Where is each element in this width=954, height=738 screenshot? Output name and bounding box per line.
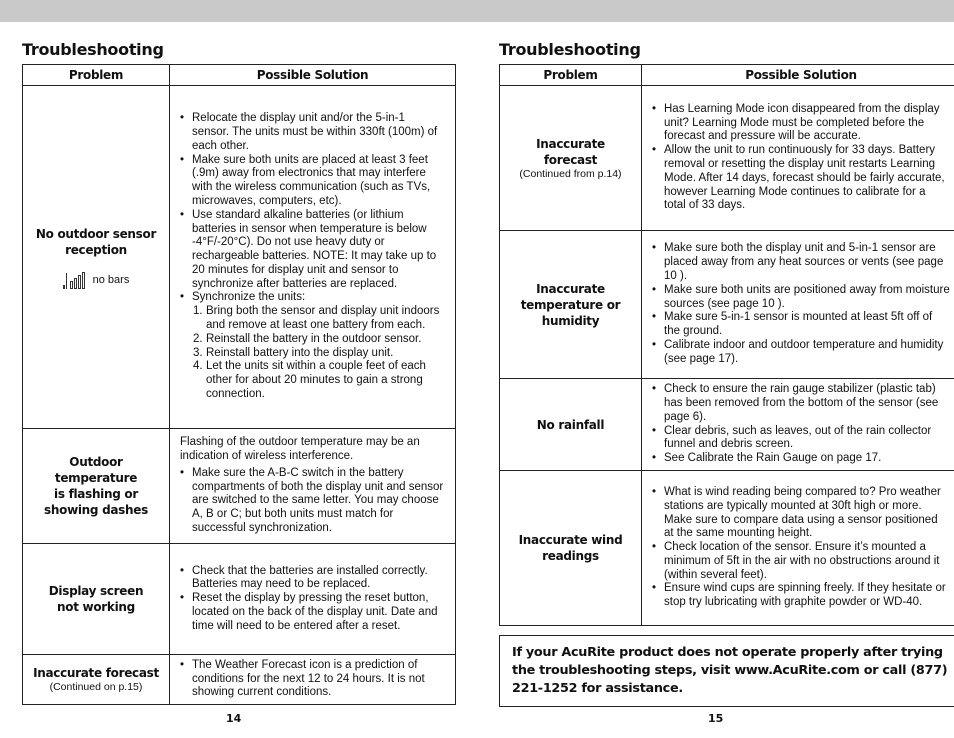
solution-cell <box>642 231 954 379</box>
problem-label-line: Inaccurate wind <box>518 533 623 547</box>
problem-label-line: Outdoor <box>69 455 123 469</box>
list-item: • Make sure the A-B-C switch in the battery compartments of both the display unit and sensor are switched to the same letter. You may choose A, B or C; but both units must match for successful synchronization. <box>180 467 445 536</box>
step-text: Reinstall the battery in the outdoor sensor. <box>206 332 422 345</box>
page-title: Troubleshooting <box>499 40 641 59</box>
page-number: 15 <box>708 712 724 725</box>
step-number: 1. <box>193 305 203 318</box>
problem-label-line: is flashing or <box>54 487 138 501</box>
table-row <box>23 86 456 429</box>
step-item <box>193 360 445 401</box>
solution-cell <box>170 655 456 705</box>
solution-cell <box>642 379 954 471</box>
solution-list <box>652 383 950 466</box>
step-item <box>193 333 445 347</box>
list-item: • Allow the unit to run continuously for 33 days. Battery removal or resetting the display unit restarts Learning Mode. After 14 days, forecast should be fairly accurate, however Learning Mode continues to calibrate for a total of 33 days. <box>652 144 950 213</box>
table-row <box>500 231 954 379</box>
solution-list <box>652 242 950 366</box>
step-number: 3. <box>193 346 203 359</box>
step-text: Reinstall battery into the display unit. <box>206 346 394 359</box>
problem-cell <box>23 86 170 429</box>
problem-label-line: Display screen <box>48 584 144 598</box>
list-item: • Check location of the sensor. Ensure it’s mounted a minimum of 5ft in the air with no obstructions around it (within several feet). <box>652 541 950 582</box>
solution-list <box>652 486 950 610</box>
problem-label-line: temperature <box>54 471 138 485</box>
problem-cell <box>23 429 170 544</box>
problem-label-line: readings <box>542 549 599 563</box>
column-header-solution: Possible Solution <box>642 65 954 86</box>
step-number: 2. <box>193 332 203 345</box>
solution-list <box>180 659 445 700</box>
page-number: 14 <box>226 712 242 725</box>
table-header-row <box>500 65 954 86</box>
step-text: Let the units sit within a couple feet of each other for about 20 minutes to gain a strong connection. <box>206 360 426 401</box>
step-text: Bring both the sensor and display unit indoors and remove at least one battery from each. <box>206 305 440 332</box>
table-row <box>23 429 456 544</box>
continued-note: (Continued on p.15) <box>49 681 143 693</box>
left-page <box>22 40 456 705</box>
step-number: 4. <box>193 360 203 373</box>
solution-cell <box>170 544 456 655</box>
step-item <box>193 347 445 361</box>
table-row <box>500 471 954 626</box>
list-item: • The Weather Forecast icon is a prediction of conditions for the next 12 to 24 hours. It is not showing current conditions. <box>180 659 445 700</box>
solution-cell <box>642 86 954 231</box>
continued-note: (Continued from p.14) <box>519 167 622 180</box>
solution-list <box>180 467 445 536</box>
solution-cell <box>642 471 954 626</box>
solution-intro: Flashing of the outdoor temperature may be an indication of wireless interference. <box>180 436 420 462</box>
list-item: • Has Learning Mode icon disappeared from the display unit? Learning Mode must be completed before the forecast and pressure will be accurate. <box>652 103 950 144</box>
list-item: • Make sure both the display unit and 5-in-1 sensor are placed away from any heat sources or vents (see page 10 ). <box>652 242 950 283</box>
sync-steps-list <box>180 305 445 402</box>
list-item: • Make sure both units are placed at least 3 feet (.9m) away from electronics that may interfere with the wireless communication (such as TVs, microwaves, computers, etc). <box>180 154 445 209</box>
step-item <box>193 305 445 333</box>
list-item: • Relocate the display unit and/or the 5-in-1 sensor. The units must be within 330ft (100m) of each other. <box>180 112 445 153</box>
problem-label-line: not working <box>57 600 135 614</box>
problem-label: Inaccurate forecast <box>33 666 159 680</box>
troubleshooting-table <box>22 64 456 705</box>
solution-cell <box>170 86 456 429</box>
problem-label: No outdoor sensor reception <box>35 226 157 257</box>
list-item: • Make sure both units are positioned away from moisture sources (see page 10 ). <box>652 284 950 312</box>
problem-cell <box>500 471 642 626</box>
list-item: • Reset the display by pressing the reset button, located on the back of the display unit. Date and time will need to be entered after a reset. <box>180 592 445 633</box>
problem-label: Inaccurate forecast <box>536 136 605 167</box>
no-bars-label: no bars <box>92 274 130 286</box>
column-header-solution: Possible Solution <box>170 65 456 86</box>
problem-label: No rainfall <box>536 417 605 432</box>
table-row <box>23 544 456 655</box>
list-item: • Ensure wind cups are spinning freely. If they hesitate or stop try lubricating with graphite powder or WD-40. <box>652 582 950 610</box>
troubleshooting-table <box>499 64 954 626</box>
list-item: • What is wind reading being compared to? Pro weather stations are typically mounted at 30ft high or more. Make sure to compare data using a sensor positioned at the same mounting height. <box>652 486 950 541</box>
problem-label-line: showing dashes <box>44 503 148 517</box>
solution-cell <box>170 429 456 544</box>
table-row <box>500 379 954 471</box>
problem-label-line: humidity <box>541 313 600 328</box>
problem-label-line: Inaccurate <box>536 281 605 296</box>
page-title: Troubleshooting <box>22 40 164 59</box>
list-item: • Synchronize the units: <box>180 291 445 305</box>
problem-cell <box>500 86 642 231</box>
list-item: • Use standard alkaline batteries (or lithium batteries in sensor when temperature is below -4°F/-20°C). Do not use heavy duty or rechargeable batteries. NOTE: It may take up to 20 minutes for display unit and sensor to synchronize after batteries are replaced. <box>180 209 445 292</box>
help-contact-box: If your AcuRite product does not operate properly after trying the troubleshooting steps, visit www.AcuRite.com or call (877) 221-1252 for assistance. <box>499 635 954 707</box>
top-header-bar <box>0 0 954 22</box>
problem-label-line: temperature or <box>520 297 621 312</box>
column-header-problem: Problem <box>23 65 170 86</box>
list-item: • Make sure 5-in-1 sensor is mounted at least 5ft off of the ground. <box>652 311 950 339</box>
problem-cell <box>23 655 170 705</box>
column-header-problem: Problem <box>500 65 642 86</box>
problem-cell <box>500 231 642 379</box>
right-page <box>499 40 954 707</box>
solution-list <box>652 103 950 213</box>
table-row <box>500 86 954 231</box>
signal-bars-icon <box>63 272 85 289</box>
table-header-row <box>23 65 456 86</box>
list-item: • Clear debris, such as leaves, out of the rain collector funnel and debris screen. <box>652 425 950 453</box>
solution-list <box>180 112 445 305</box>
table-row <box>23 655 456 705</box>
no-bars-indicator <box>31 272 161 289</box>
problem-cell <box>23 544 170 655</box>
list-item: • See Calibrate the Rain Gauge on page 17. <box>652 452 950 466</box>
list-item: • Calibrate indoor and outdoor temperature and humidity (see page 17). <box>652 339 950 367</box>
list-item: • Check to ensure the rain gauge stabilizer (plastic tab) has been removed from the bottom of the sensor (see page 6). <box>652 383 950 424</box>
problem-cell <box>500 379 642 471</box>
solution-list <box>180 565 445 634</box>
list-item: • Check that the batteries are installed correctly. Batteries may need to be replaced. <box>180 565 445 593</box>
